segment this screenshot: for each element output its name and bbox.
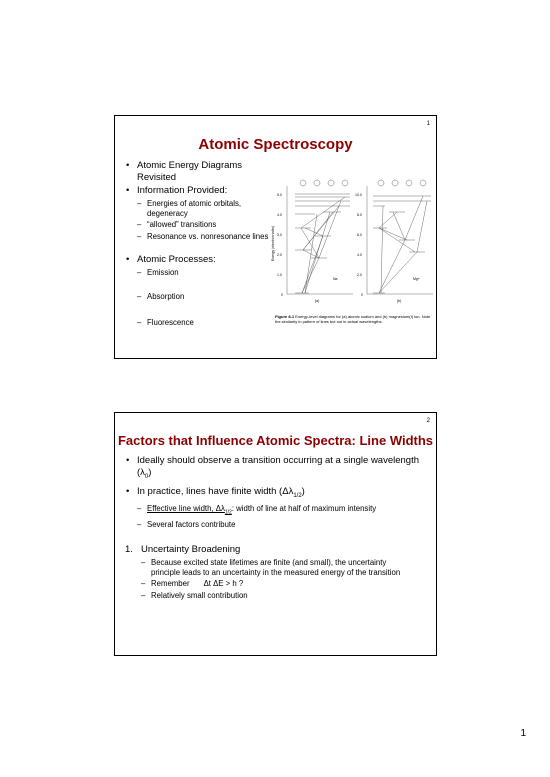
column-marker	[300, 180, 306, 186]
bullet-text: Atomic Processes:	[137, 254, 216, 265]
slide-number: 2	[426, 418, 430, 424]
tick-label: 8.0	[357, 213, 362, 217]
sub-item-text: Resonance vs. nonresonance lines	[147, 231, 269, 241]
y-axis-label: Energy (electron volts)	[271, 225, 275, 261]
tick-label: 10.0	[355, 193, 362, 197]
lambda-symbol: λ	[140, 467, 145, 478]
tick-label: 5.0	[277, 193, 282, 197]
slide-2	[114, 412, 437, 656]
slide-title: Atomic Spectroscopy	[198, 136, 353, 153]
column-marker	[314, 180, 320, 186]
column-marker	[420, 180, 426, 186]
caption-label: Figure 8-1	[275, 314, 295, 319]
sub-item-text: “allowed” transitions	[147, 220, 217, 229]
bullet-list	[125, 160, 275, 328]
numbered-item	[125, 544, 415, 600]
sub-item	[137, 318, 275, 328]
tick-label: 4.0	[277, 213, 282, 217]
bullet-text: Ideally should observe a transition occurring at a single wavelength (	[137, 455, 419, 478]
sub-item	[137, 232, 275, 242]
panel-label: (a)	[315, 299, 320, 303]
tick-label: 2.0	[357, 273, 362, 277]
sub-item	[137, 520, 425, 530]
delta-lambda-symbol: Δλ	[282, 485, 294, 497]
tick-label: 3.0	[277, 233, 282, 237]
sub-item-text: Absorption	[147, 291, 185, 301]
energy-level-figure	[271, 176, 435, 346]
bullet-text: )	[148, 467, 152, 478]
slide-title: Factors that Influence Atomic Spectra: Line Widths	[117, 433, 434, 448]
uncertainty-equation: Δt ΔE > h ?	[203, 579, 244, 588]
sub-item-text: Because excited state lifetimes are finite (and small), the uncertainty principle leads to an uncertainty in the measured energy of the transition	[151, 558, 401, 577]
column-marker	[328, 180, 334, 186]
sub-item	[141, 558, 415, 577]
item-number: 1.	[125, 544, 133, 555]
column-marker	[342, 180, 348, 186]
slide-1	[114, 115, 437, 359]
sub-item-text: Fluorescence	[147, 318, 194, 327]
sub-item	[137, 220, 275, 230]
numbered-list	[125, 544, 415, 600]
energy-level-diagram	[271, 176, 435, 306]
sub-item-text: Remember	[151, 579, 190, 588]
subscript: 0	[144, 473, 149, 480]
sub-item-text: Several factors contribute	[147, 519, 236, 529]
tick-label: 0	[361, 293, 363, 297]
panel-label: (b)	[397, 299, 402, 303]
caption-text: Energy-level diagrams for (a) atomic sodium and (b) magnesium(I) ion. Note the similarity in pattern of lines but not in actual wavelengths.	[275, 314, 431, 324]
bullet-item	[125, 185, 275, 241]
sub-item	[137, 504, 425, 518]
bullet-text: In practice, lines have finite width (	[137, 485, 283, 497]
tick-label: 6.0	[357, 233, 362, 237]
subscript: 1/2	[293, 492, 302, 499]
bullet-text: Atomic Energy Diagrams Revisited	[137, 160, 243, 183]
column-marker	[406, 180, 412, 186]
bullet-item	[125, 486, 425, 529]
sub-item-text: : width of line at half of maximum intensity	[231, 503, 377, 513]
sub-item	[141, 591, 415, 601]
element-label: Mg+	[413, 277, 420, 281]
bullet-item	[125, 455, 425, 483]
tick-label: 4.0	[357, 253, 362, 257]
column-marker	[378, 180, 384, 186]
sub-item	[137, 268, 275, 278]
sub-item	[137, 199, 275, 218]
sub-item-text: Emission	[147, 268, 179, 277]
element-label: Na	[333, 277, 338, 281]
page-number: 1	[520, 728, 526, 739]
sub-item-text: Energies of atomic orbitals, degeneracy	[147, 199, 242, 218]
bullet-text: )	[301, 485, 305, 497]
numbered-item-text: Uncertainty Broadening	[141, 544, 241, 555]
bullet-item	[125, 254, 275, 328]
sub-item	[137, 292, 275, 302]
tick-label: 0	[281, 293, 283, 297]
underlined-term: Effective line width, Δλ	[147, 503, 225, 513]
tick-label: 1.0	[277, 273, 282, 277]
bullet-list	[125, 455, 425, 529]
sub-item-text: Relatively small contribution	[151, 590, 248, 600]
bullet-item	[125, 160, 275, 184]
bullet-text: Information Provided:	[137, 185, 228, 196]
figure-caption	[275, 314, 435, 324]
slide-number: 1	[426, 121, 430, 127]
column-marker	[392, 180, 398, 186]
tick-label: 2.0	[277, 253, 282, 257]
sub-item	[141, 579, 415, 589]
subscript: 1/2	[224, 509, 232, 516]
